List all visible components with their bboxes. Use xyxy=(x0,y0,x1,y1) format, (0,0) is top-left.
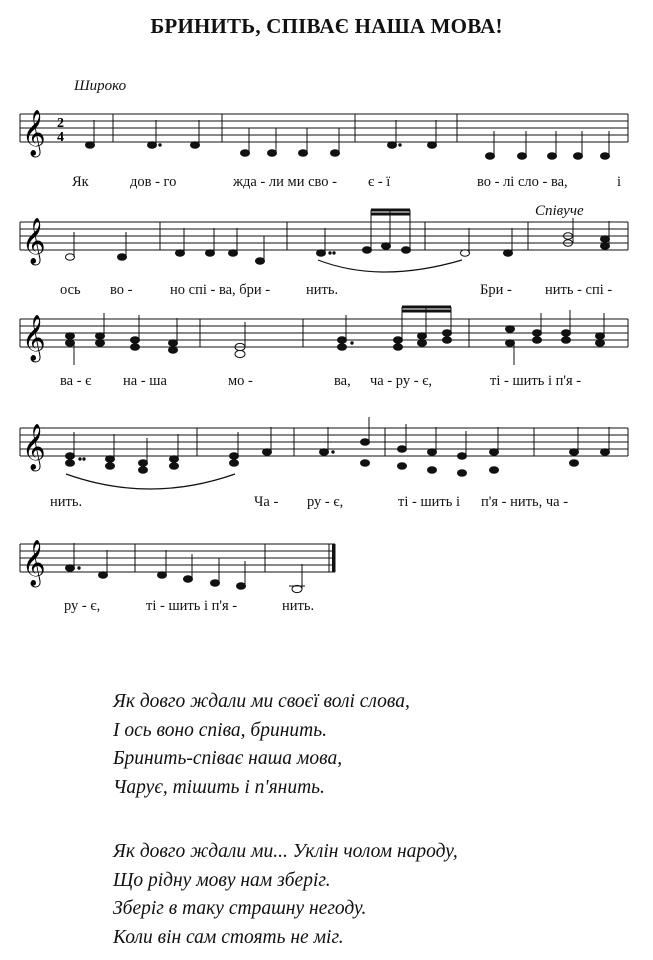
staff-system-3 xyxy=(0,305,653,395)
lyric-s5-2: нить. xyxy=(282,598,315,614)
tempo-marking-melodious: Співуче xyxy=(535,203,584,219)
staff-system-4 xyxy=(0,414,653,514)
treble-clef-icon: 𝄞 xyxy=(22,424,46,470)
poem-line: Що рідну мову нам зберіг. xyxy=(113,869,331,891)
poem-line: І ось воно співа, бринить. xyxy=(113,719,327,741)
time-sig-top: 2 xyxy=(57,116,64,131)
lyric-s1-5: і xyxy=(617,174,622,190)
lyric-s3-1: на - ша xyxy=(123,373,167,389)
lyric-s1-2: жда - ли ми сво - xyxy=(233,174,337,190)
lyric-s3-3: ва, xyxy=(334,373,351,389)
lyric-s1-1: дов - го xyxy=(130,174,177,190)
lyric-s2-3: нить. xyxy=(306,282,339,298)
final-barline xyxy=(332,544,336,572)
lyric-s4-0: нить. xyxy=(50,494,83,510)
poem-line: Як довго ждали ми своєї волі слова, xyxy=(113,691,410,712)
poem-line: Коли він сам стоять не міг. xyxy=(113,926,344,948)
lyric-s2-0: ось xyxy=(60,282,81,298)
lyric-s4-2: ру - є, xyxy=(307,494,344,510)
lyric-s2-1: во - xyxy=(110,282,133,298)
staff-system-2 xyxy=(0,208,653,298)
treble-clef-icon: 𝄞 xyxy=(22,110,46,156)
poem-line: Чарує, тішить і п'янить. xyxy=(113,776,325,798)
treble-clef-icon: 𝄞 xyxy=(22,540,46,586)
lyric-s1-0: Як xyxy=(72,174,89,190)
treble-clef-icon: 𝄞 xyxy=(22,218,46,264)
lyric-s3-0: ва - є xyxy=(60,373,92,389)
lyric-s2-4: Бри - xyxy=(480,282,512,298)
poem-stanza-1 xyxy=(113,688,410,802)
poem-line: Бринить-співає наша мова, xyxy=(113,748,343,769)
poem-stanza-2 xyxy=(113,838,458,952)
lyric-s5-0: ру - є, xyxy=(64,598,101,614)
lyric-s4-3: ті - шить і xyxy=(398,494,460,510)
staff-5-notation xyxy=(0,530,653,630)
song-title: БРИНИТЬ, СПІВАЄ НАША МОВА! xyxy=(150,14,503,38)
lyric-s4-4: п'я - нить, ча - xyxy=(481,494,569,510)
treble-clef-icon: 𝄞 xyxy=(22,315,46,361)
lyric-s2-2: но спі - ва, бри - xyxy=(170,282,271,298)
lyric-s5-1: ті - шить і п'я - xyxy=(146,598,238,614)
staff-system-5 xyxy=(0,530,653,630)
tempo-marking-broad: Широко xyxy=(74,78,127,94)
lyric-s1-3: є - ї xyxy=(368,174,391,190)
lyric-s2-5: нить - спі - xyxy=(545,282,613,298)
time-sig-bottom: 4 xyxy=(57,130,64,145)
lyric-s1-4: во - лі сло - ва, xyxy=(477,174,568,190)
lyric-s3-5: ті - шить і п'я - xyxy=(490,373,582,389)
lyric-s3-4: ча - ру - є, xyxy=(370,373,433,389)
lyric-s4-1: Ча - xyxy=(254,494,279,510)
poem-line: Як довго ждали ми... Уклін чолом народу, xyxy=(113,841,458,862)
poem-line: Зберіг в таку страшну негоду. xyxy=(113,898,367,919)
staff-system-1 xyxy=(0,100,653,190)
lyric-s3-2: мо - xyxy=(228,373,253,389)
